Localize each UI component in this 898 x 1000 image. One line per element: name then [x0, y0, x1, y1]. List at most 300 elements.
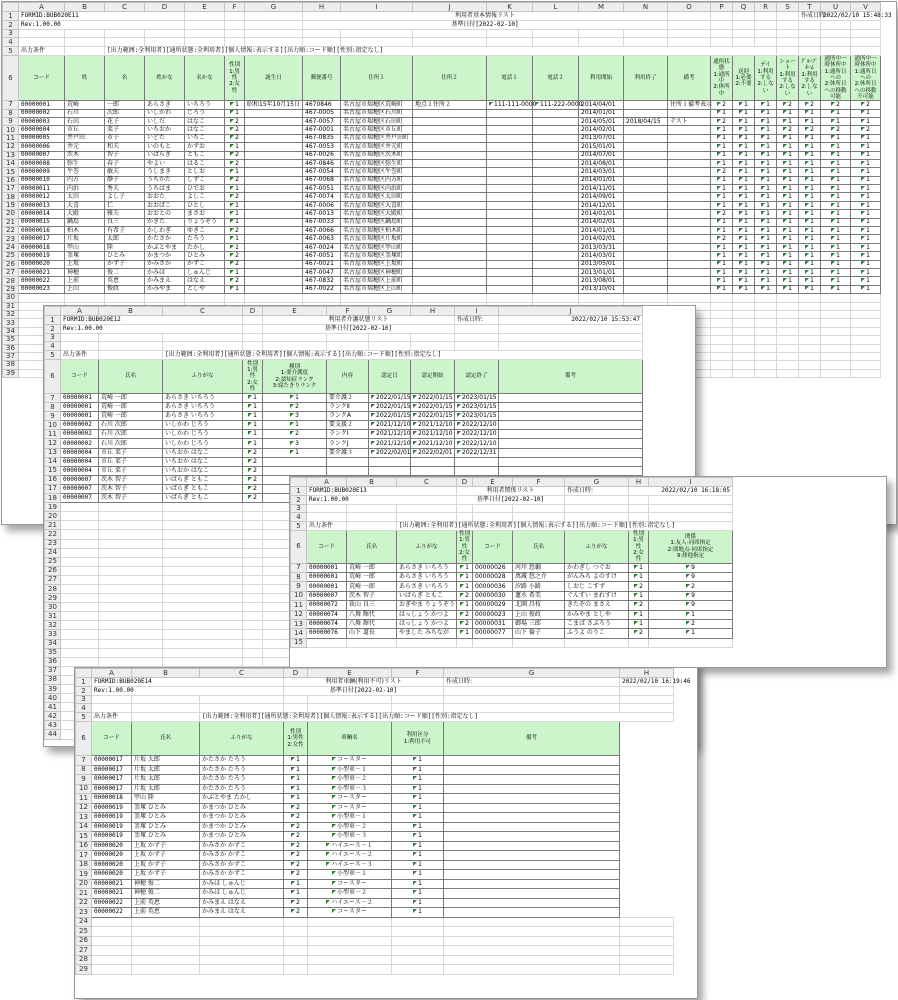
cell[interactable]	[99, 612, 163, 621]
data-cell[interactable]: 1	[799, 210, 821, 218]
data-cell[interactable]: 御場 三郎	[513, 619, 565, 628]
row-number[interactable]: 11	[45, 430, 61, 439]
data-cell[interactable]: ひとみ	[105, 252, 145, 260]
data-cell[interactable]: 1	[711, 176, 733, 184]
data-cell[interactable]: 00000002	[61, 421, 99, 430]
data-cell[interactable]: 上山	[65, 285, 105, 293]
data-cell[interactable]: 9	[649, 572, 733, 581]
data-cell[interactable]: 2013/10/01	[579, 285, 624, 293]
cell[interactable]	[99, 334, 163, 342]
cell[interactable]	[629, 496, 649, 505]
data-cell[interactable]	[444, 803, 620, 813]
row-number[interactable]: 5	[76, 713, 92, 722]
data-cell[interactable]: 00000019	[19, 252, 65, 260]
data-cell[interactable]: 1	[711, 159, 733, 167]
cell[interactable]	[200, 936, 284, 946]
cell[interactable]	[307, 513, 347, 522]
cell[interactable]	[308, 704, 392, 713]
data-cell[interactable]	[624, 277, 668, 285]
row-number[interactable]: 16	[3, 176, 19, 184]
data-cell[interactable]: はなえ	[185, 277, 225, 285]
data-cell[interactable]	[327, 457, 369, 466]
data-cell[interactable]: 1	[225, 109, 245, 117]
cell[interactable]	[733, 12, 755, 21]
data-cell[interactable]: ぐんすい まれすけ	[565, 591, 629, 600]
data-cell[interactable]	[533, 126, 579, 134]
column-letter[interactable]: D	[145, 3, 185, 12]
data-cell[interactable]	[624, 109, 668, 117]
data-cell[interactable]: 荒崎 一郎	[99, 394, 163, 403]
data-cell[interactable]: 1	[225, 168, 245, 176]
row-number[interactable]: 9	[3, 117, 19, 125]
row-number[interactable]: 25	[45, 557, 61, 566]
data-cell[interactable]	[444, 879, 620, 889]
cell[interactable]	[649, 496, 733, 505]
data-cell[interactable]	[668, 168, 711, 176]
cell[interactable]	[243, 584, 263, 593]
cell[interactable]	[711, 336, 733, 344]
cell[interactable]	[777, 310, 799, 318]
row-number[interactable]: 19	[3, 201, 19, 209]
data-cell[interactable]: 井戸田	[65, 134, 105, 142]
row-number[interactable]: 15	[291, 638, 307, 647]
cell[interactable]	[799, 310, 821, 318]
column-letter[interactable]: A	[19, 3, 65, 12]
data-cell[interactable]: かず子	[105, 260, 145, 268]
row-number[interactable]: 8	[291, 572, 307, 581]
data-cell[interactable]: としお	[185, 168, 225, 176]
data-cell[interactable]: 1	[243, 403, 263, 412]
data-cell[interactable]: 1	[649, 610, 733, 619]
data-cell[interactable]: かまつか ひとみ	[200, 803, 284, 813]
row-number[interactable]: 19	[45, 503, 61, 512]
cell[interactable]	[711, 294, 733, 302]
cell[interactable]	[821, 319, 851, 327]
data-cell[interactable]: おおとの	[145, 210, 185, 218]
data-cell[interactable]: 1	[263, 448, 327, 457]
data-cell[interactable]	[533, 176, 579, 184]
data-cell[interactable]: ひでお	[185, 185, 225, 193]
data-cell[interactable]: 1	[821, 168, 851, 176]
data-cell[interactable]: おおぱこ	[145, 201, 185, 209]
data-cell[interactable]: 2	[851, 126, 881, 134]
cell[interactable]	[624, 30, 668, 38]
data-cell[interactable]: 名古屋市瑞穂区片坂町	[341, 235, 413, 243]
data-cell[interactable]	[369, 466, 411, 475]
data-cell[interactable]: 00000017	[92, 756, 132, 766]
data-cell[interactable]: 1	[755, 252, 777, 260]
data-cell[interactable]: 1	[821, 243, 851, 251]
data-cell[interactable]	[668, 252, 711, 260]
cell[interactable]	[579, 30, 624, 38]
cell[interactable]	[61, 584, 99, 593]
data-cell[interactable]: 2	[263, 430, 327, 439]
cell[interactable]	[200, 927, 284, 937]
data-cell[interactable]	[411, 466, 455, 475]
column-letter[interactable]: F	[513, 478, 565, 487]
data-cell[interactable]: 2	[284, 898, 308, 908]
data-cell[interactable]	[245, 185, 303, 193]
column-letter[interactable]: G	[245, 3, 303, 12]
row-number[interactable]: 23	[45, 539, 61, 548]
data-cell[interactable]	[487, 109, 533, 117]
cell[interactable]	[799, 38, 821, 47]
data-cell[interactable]: いのもと	[145, 143, 185, 151]
data-cell[interactable]: 荒崎 一郎	[99, 412, 163, 421]
data-cell[interactable]	[668, 126, 711, 134]
data-cell[interactable]: 2014/02/01	[579, 235, 624, 243]
data-cell[interactable]: 1	[799, 134, 821, 142]
data-cell[interactable]	[413, 252, 487, 260]
data-cell[interactable]: 00000007	[19, 151, 65, 159]
data-cell[interactable]: 名古屋市瑞穂区牛巻町	[341, 168, 413, 176]
data-cell[interactable]	[444, 784, 620, 794]
cell[interactable]	[303, 38, 341, 47]
data-cell[interactable]: 2	[799, 126, 821, 134]
row-number[interactable]: 4	[45, 342, 61, 351]
data-cell[interactable]: 1	[711, 260, 733, 268]
data-cell[interactable]	[444, 794, 620, 804]
data-cell[interactable]: 1	[225, 269, 245, 277]
cell[interactable]	[733, 352, 755, 360]
data-cell[interactable]: いしかわ じろう	[163, 421, 243, 430]
data-cell[interactable]: 小型車－２	[308, 775, 392, 785]
cell[interactable]	[565, 505, 629, 513]
data-cell[interactable]: 1	[799, 151, 821, 159]
cell[interactable]	[392, 696, 444, 704]
data-cell[interactable]: やました みちなが	[397, 629, 457, 638]
data-cell[interactable]: 4670846	[303, 101, 341, 109]
cell[interactable]	[243, 334, 263, 342]
row-number[interactable]: 16	[76, 841, 92, 851]
column-letter[interactable]: T	[799, 3, 821, 12]
data-cell[interactable]: かぶとやま たかし	[200, 794, 284, 804]
cell[interactable]	[61, 557, 99, 566]
data-cell[interactable]: 1	[755, 201, 777, 209]
data-cell[interactable]: 00000031	[473, 619, 513, 628]
cell[interactable]	[61, 530, 99, 539]
row-number[interactable]: 6	[291, 531, 307, 564]
data-cell[interactable]	[444, 765, 620, 775]
row-number[interactable]: 11	[76, 794, 92, 804]
cell[interactable]	[444, 704, 620, 713]
cell[interactable]	[777, 344, 799, 352]
data-cell[interactable]	[499, 466, 643, 475]
cell[interactable]	[243, 539, 263, 548]
data-cell[interactable]	[487, 210, 533, 218]
cell[interactable]	[92, 927, 132, 937]
data-cell[interactable]: 2014/03/01	[579, 168, 624, 176]
data-cell[interactable]: 2	[284, 822, 308, 832]
cell[interactable]	[668, 294, 711, 302]
data-cell[interactable]: 市子	[105, 134, 145, 142]
data-cell[interactable]: 茨木	[65, 151, 105, 159]
data-cell[interactable]: かずこ	[185, 260, 225, 268]
cell[interactable]	[245, 30, 303, 38]
data-cell[interactable]: 2	[649, 582, 733, 591]
cell[interactable]	[755, 327, 777, 335]
data-cell[interactable]: 2023/01/15	[455, 412, 499, 421]
data-cell[interactable]: 2	[243, 475, 263, 484]
cell[interactable]	[65, 294, 105, 302]
data-cell[interactable]: 00000007	[61, 475, 99, 484]
cell[interactable]	[308, 936, 392, 946]
data-cell[interactable]: 1	[821, 185, 851, 193]
data-cell[interactable]: 住所１備考表示	[668, 101, 711, 109]
cell[interactable]	[397, 513, 457, 522]
cell[interactable]	[821, 369, 851, 377]
data-cell[interactable]: 小型車－１	[308, 765, 392, 775]
data-cell[interactable]: 1	[629, 591, 649, 600]
data-cell[interactable]: かみほ しゅんじ	[200, 889, 284, 899]
data-cell[interactable]	[245, 126, 303, 134]
row-number[interactable]: 31	[3, 302, 19, 310]
data-cell[interactable]	[444, 756, 620, 766]
data-cell[interactable]: 1	[821, 227, 851, 235]
cell[interactable]	[303, 294, 341, 302]
cell[interactable]	[668, 12, 711, 21]
data-cell[interactable]	[624, 185, 668, 193]
data-cell[interactable]: 00000017	[92, 775, 132, 785]
data-cell[interactable]: 00000021	[92, 879, 132, 889]
data-cell[interactable]: 467-0051	[303, 252, 341, 260]
data-cell[interactable]: 1	[777, 109, 799, 117]
row-number[interactable]: 7	[291, 563, 307, 572]
data-cell[interactable]: 1	[851, 243, 881, 251]
data-cell[interactable]	[413, 134, 487, 142]
cell[interactable]	[341, 294, 413, 302]
data-cell[interactable]: 1	[777, 260, 799, 268]
data-cell[interactable]: 1	[851, 260, 881, 268]
cell[interactable]	[733, 294, 755, 302]
cell[interactable]	[308, 965, 392, 975]
cell[interactable]	[92, 917, 132, 927]
cell[interactable]	[851, 352, 881, 360]
data-cell[interactable]: 上山 俊政	[513, 610, 565, 619]
cell[interactable]	[668, 21, 711, 30]
data-cell[interactable]: 1	[755, 269, 777, 277]
data-cell[interactable]	[668, 193, 711, 201]
cell[interactable]	[499, 334, 643, 342]
data-cell[interactable]	[533, 143, 579, 151]
data-cell[interactable]: 1	[777, 243, 799, 251]
data-cell[interactable]	[533, 159, 579, 167]
cell[interactable]	[620, 704, 674, 713]
cell[interactable]	[851, 47, 881, 56]
data-cell[interactable]: 1	[821, 218, 851, 226]
data-cell[interactable]: 1	[284, 889, 308, 899]
cell[interactable]	[799, 30, 821, 38]
cell[interactable]	[851, 302, 881, 310]
cell[interactable]	[777, 47, 799, 56]
data-cell[interactable]	[533, 252, 579, 260]
data-cell[interactable]: 2022/01/15	[369, 394, 411, 403]
data-cell[interactable]	[487, 218, 533, 226]
data-cell[interactable]: 要介護２	[327, 394, 369, 403]
cell[interactable]	[733, 344, 755, 352]
cell[interactable]	[61, 630, 99, 639]
data-cell[interactable]: やよい	[145, 159, 185, 167]
cell[interactable]	[99, 594, 163, 603]
cell[interactable]	[61, 657, 99, 666]
cell[interactable]	[777, 327, 799, 335]
data-cell[interactable]: 1	[243, 394, 263, 403]
data-cell[interactable]: いちおか はなこ	[163, 457, 243, 466]
data-cell[interactable]	[413, 143, 487, 151]
data-cell[interactable]	[624, 260, 668, 268]
data-cell[interactable]: 1	[225, 285, 245, 293]
data-cell[interactable]: 1	[851, 218, 881, 226]
data-cell[interactable]: 神穂 俊二	[132, 879, 200, 889]
cell[interactable]	[284, 704, 308, 713]
data-cell[interactable]: 00000015	[19, 218, 65, 226]
cell[interactable]	[851, 327, 881, 335]
cell[interactable]	[132, 713, 200, 722]
data-cell[interactable]	[533, 193, 579, 201]
cell[interactable]	[755, 344, 777, 352]
row-number[interactable]: 8	[45, 403, 61, 412]
data-cell[interactable]: 2	[225, 277, 245, 285]
cell[interactable]	[711, 302, 733, 310]
cell[interactable]	[777, 336, 799, 344]
row-number[interactable]: 22	[76, 898, 92, 908]
data-cell[interactable]: 要介護３	[327, 448, 369, 457]
cell[interactable]	[163, 521, 243, 530]
data-cell[interactable]: 467-0053	[303, 143, 341, 151]
data-cell[interactable]: 2	[711, 101, 733, 109]
data-cell[interactable]	[668, 134, 711, 142]
data-cell[interactable]: 2	[284, 813, 308, 823]
cell[interactable]	[851, 319, 881, 327]
data-cell[interactable]	[499, 457, 643, 466]
cell[interactable]	[369, 334, 411, 342]
cell[interactable]	[65, 38, 105, 47]
data-cell[interactable]	[245, 227, 303, 235]
data-cell[interactable]: かたさか たろう	[200, 756, 284, 766]
data-cell[interactable]: 2	[777, 126, 799, 134]
data-cell[interactable]: 2	[777, 101, 799, 109]
row-number[interactable]: 12	[291, 610, 307, 619]
cell[interactable]	[132, 965, 200, 975]
cell[interactable]	[711, 344, 733, 352]
column-letter[interactable]: B	[99, 307, 163, 316]
cell[interactable]	[777, 352, 799, 360]
data-cell[interactable]: 1	[392, 898, 444, 908]
cell[interactable]	[99, 630, 163, 639]
row-number[interactable]: 33	[3, 319, 19, 327]
cell[interactable]	[649, 513, 733, 522]
cell[interactable]	[821, 361, 851, 369]
row-number[interactable]: 7	[76, 756, 92, 766]
data-cell[interactable]: 名古屋市瑞穂区上坂町	[341, 260, 413, 268]
data-cell[interactable]: 2021/12/10	[369, 430, 411, 439]
data-cell[interactable]: 1	[777, 210, 799, 218]
cell[interactable]	[132, 927, 200, 937]
data-cell[interactable]	[487, 285, 533, 293]
row-number[interactable]: 9	[45, 412, 61, 421]
cell[interactable]	[145, 294, 185, 302]
data-cell[interactable]: 1	[755, 143, 777, 151]
data-cell[interactable]: 名古屋市瑞穂区石川町	[341, 109, 413, 117]
data-cell[interactable]: 1	[629, 610, 649, 619]
data-cell[interactable]: 小型車－１	[308, 813, 392, 823]
data-cell[interactable]: 1	[821, 134, 851, 142]
data-cell[interactable]: おぎやま りょうぞう	[397, 601, 457, 610]
data-cell[interactable]: いしかわ	[145, 109, 185, 117]
select-all-corner[interactable]	[45, 307, 61, 316]
data-cell[interactable]: 1	[225, 201, 245, 209]
data-cell[interactable]: 智子	[105, 151, 145, 159]
data-cell[interactable]	[668, 109, 711, 117]
row-number[interactable]: 20	[45, 512, 61, 521]
cell[interactable]	[308, 696, 392, 704]
cell[interactable]	[341, 30, 413, 38]
data-cell[interactable]: 1	[733, 235, 755, 243]
data-cell[interactable]: 静子	[105, 176, 145, 184]
data-cell[interactable]: 2	[711, 210, 733, 218]
data-cell[interactable]: 2	[711, 168, 733, 176]
cell[interactable]	[308, 946, 392, 956]
data-cell[interactable]: 00000074	[307, 619, 347, 628]
column-letter[interactable]: B	[65, 3, 105, 12]
data-cell[interactable]: 2	[263, 403, 327, 412]
cell[interactable]	[711, 352, 733, 360]
data-cell[interactable]: うちはま	[145, 185, 185, 193]
row-number[interactable]: 4	[291, 513, 307, 522]
data-cell[interactable]: 2	[457, 619, 473, 628]
cell[interactable]	[61, 342, 99, 351]
data-cell[interactable]	[413, 218, 487, 226]
data-cell[interactable]: 1	[755, 235, 777, 243]
cell[interactable]	[243, 325, 263, 334]
data-cell[interactable]	[499, 439, 643, 448]
cell[interactable]	[821, 352, 851, 360]
row-number[interactable]: 22	[3, 227, 19, 235]
data-cell[interactable]: 名古屋市瑞穂区荒崎町	[341, 101, 413, 109]
row-number[interactable]: 13	[291, 619, 307, 628]
data-cell[interactable]: 2015/01/01	[579, 143, 624, 151]
data-cell[interactable]: かまつか ひとみ	[200, 832, 284, 842]
row-number[interactable]: 9	[76, 775, 92, 785]
data-cell[interactable]: 1	[821, 285, 851, 293]
data-cell[interactable]: かまつか ひとみ	[200, 813, 284, 823]
data-cell[interactable]	[411, 457, 455, 466]
data-cell[interactable]: 上坂 かず子	[132, 860, 200, 870]
data-cell[interactable]: よし子	[105, 193, 145, 201]
cell[interactable]	[392, 946, 444, 956]
data-cell[interactable]: 2	[629, 582, 649, 591]
data-cell[interactable]	[444, 870, 620, 880]
cell[interactable]	[799, 352, 821, 360]
data-cell[interactable]: 2	[629, 601, 649, 610]
data-cell[interactable]: かみやま	[145, 285, 185, 293]
cell[interactable]	[105, 38, 145, 47]
cell[interactable]	[579, 294, 624, 302]
data-cell[interactable]: 00000008	[19, 159, 65, 167]
data-cell[interactable]: 名古屋市瑞穂区釜塚町	[341, 252, 413, 260]
data-cell[interactable]: 菜子	[105, 126, 145, 134]
data-cell[interactable]	[668, 143, 711, 151]
data-cell[interactable]: 小型車－３	[308, 832, 392, 842]
cell[interactable]	[263, 334, 327, 342]
data-cell[interactable]: 00000004	[61, 448, 99, 457]
data-cell[interactable]: 2021/12/10	[411, 430, 455, 439]
data-cell[interactable]: 太郎	[105, 235, 145, 243]
data-cell[interactable]: 467-0835	[303, 134, 341, 142]
data-cell[interactable]: 1	[755, 159, 777, 167]
data-cell[interactable]: 00000009	[19, 168, 65, 176]
data-cell[interactable]: 00000019	[92, 813, 132, 823]
